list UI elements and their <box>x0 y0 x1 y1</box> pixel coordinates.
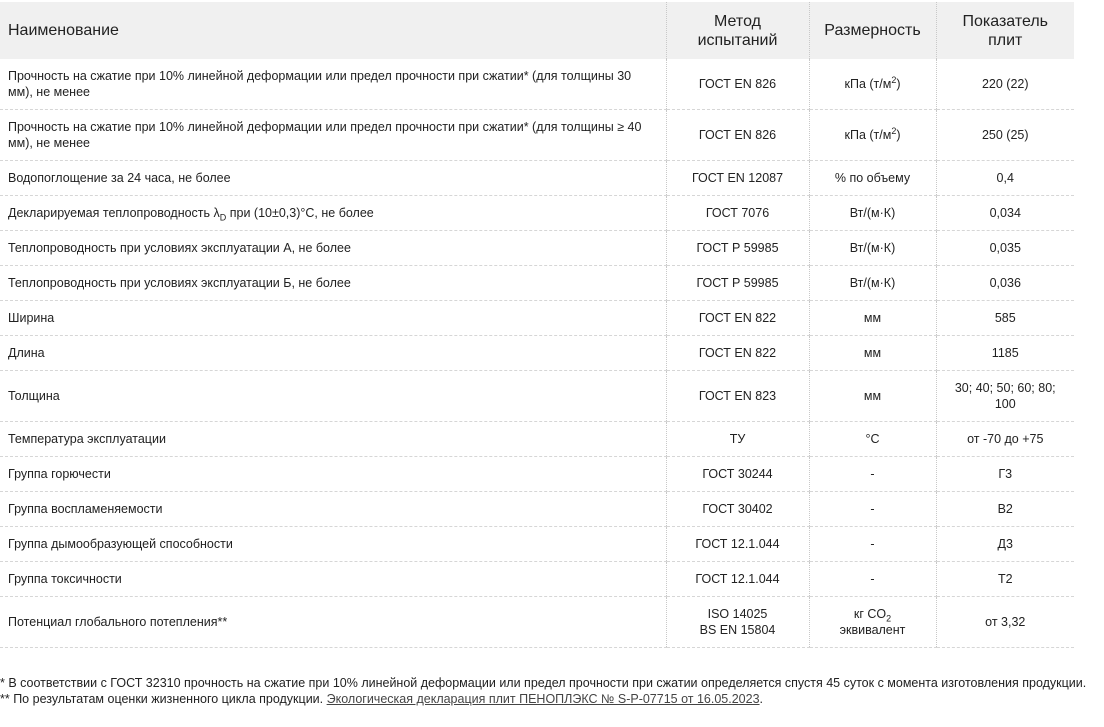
table-row <box>0 492 1074 527</box>
cell-name: Толщина <box>0 371 666 422</box>
method-line-2: BS EN 15804 <box>699 623 776 637</box>
unit-line-2: эквивалент <box>839 623 906 637</box>
unit-text: кПа (т/м <box>844 128 892 142</box>
cell-value: Т2 <box>936 562 1074 597</box>
table-row <box>0 562 1074 597</box>
table-row <box>0 161 1074 196</box>
cell-method: ГОСТ EN 12087 <box>666 161 809 196</box>
cell-unit: мм <box>809 336 936 371</box>
unit-text: кг CO <box>853 607 887 621</box>
cell-unit <box>809 110 936 161</box>
table-header-row <box>0 2 1074 59</box>
table-row <box>0 110 1074 161</box>
cell-method: ГОСТ EN 822 <box>666 301 809 336</box>
table-row <box>0 59 1074 110</box>
cell-method: ГОСТ 12.1.044 <box>666 527 809 562</box>
name-subscript: D <box>219 212 227 223</box>
unit-superscript: 2 <box>891 125 897 136</box>
footnote-1: * В соответствии с ГОСТ 32310 прочность на сжатие при 10% линейной деформации или предел прочности при сжатии определяется спустя 45 суток с момента изготовления продукции. <box>0 676 1087 690</box>
cell-method: ТУ <box>666 422 809 457</box>
unit-line-1 <box>818 606 928 622</box>
cell-value: 30; 40; 50; 60; 80; 100 <box>936 371 1074 422</box>
cell-name: Потенциал глобального потепления** <box>0 597 666 648</box>
cell-value: 0,036 <box>936 266 1074 301</box>
cell-method: ГОСТ EN 826 <box>666 59 809 110</box>
table-row <box>0 527 1074 562</box>
table-row <box>0 266 1074 301</box>
cell-name: Теплопроводность при условиях эксплуатации Б, не более <box>0 266 666 301</box>
cell-value: Г3 <box>936 457 1074 492</box>
method-line-1: ISO 14025 <box>707 607 768 621</box>
header-name: Наименование <box>0 2 666 59</box>
cell-name: Прочность на сжатие при 10% линейной деформации или предел прочности при сжатии* (для толщины 30 мм), не менее <box>0 59 666 110</box>
cell-unit: мм <box>809 301 936 336</box>
cell-unit: - <box>809 562 936 597</box>
footnote-2-end: . <box>759 692 764 706</box>
cell-unit: % по объему <box>809 161 936 196</box>
table-row <box>0 371 1074 422</box>
cell-value: 250 (25) <box>936 110 1074 161</box>
cell-unit: - <box>809 492 936 527</box>
eco-declaration-link[interactable]: Экологическая декларация плит ПЕНОПЛЭКС № S-P-07715 от 16.05.2023 <box>326 692 760 706</box>
cell-name: Теплопроводность при условиях эксплуатации А, не более <box>0 231 666 266</box>
cell-unit: Вт/(м·К) <box>809 266 936 301</box>
footnote-2-text: ** По результатам оценки жизненного цикла продукции. <box>0 692 327 706</box>
footnote-2 <box>0 691 1104 707</box>
cell-unit: - <box>809 527 936 562</box>
cell-value: Д3 <box>936 527 1074 562</box>
unit-text-end: ) <box>896 77 901 91</box>
table-row <box>0 597 1074 648</box>
unit-text: кПа (т/м <box>844 77 892 91</box>
cell-unit <box>809 597 936 648</box>
table-row <box>0 231 1074 266</box>
cell-value: 220 (22) <box>936 59 1074 110</box>
cell-value: 585 <box>936 301 1074 336</box>
table-row <box>0 196 1074 231</box>
header-method: Метод испытаний <box>666 2 809 59</box>
cell-value: 0,4 <box>936 161 1074 196</box>
cell-name: Температура эксплуатации <box>0 422 666 457</box>
cell-value: 1185 <box>936 336 1074 371</box>
cell-name: Группа горючести <box>0 457 666 492</box>
cell-method: ГОСТ 30244 <box>666 457 809 492</box>
table-row <box>0 457 1074 492</box>
table-row <box>0 336 1074 371</box>
cell-value: 0,034 <box>936 196 1074 231</box>
cell-unit: мм <box>809 371 936 422</box>
cell-method <box>666 597 809 648</box>
cell-value: от 3,32 <box>936 597 1074 648</box>
cell-name: Группа токсичности <box>0 562 666 597</box>
cell-method: ГОСТ Р 59985 <box>666 266 809 301</box>
properties-table <box>0 2 1074 648</box>
footnotes <box>0 675 1104 707</box>
cell-unit: - <box>809 457 936 492</box>
header-value: Показатель плит <box>936 2 1074 59</box>
name-text-end: при (10±0,3)°С, не более <box>226 206 374 220</box>
cell-method: ГОСТ EN 823 <box>666 371 809 422</box>
table-row <box>0 422 1074 457</box>
cell-unit: Вт/(м·К) <box>809 196 936 231</box>
cell-value: от -70 до +75 <box>936 422 1074 457</box>
cell-unit: °С <box>809 422 936 457</box>
cell-value: В2 <box>936 492 1074 527</box>
header-unit: Размерность <box>809 2 936 59</box>
cell-unit: Вт/(м·К) <box>809 231 936 266</box>
cell-name: Длина <box>0 336 666 371</box>
cell-name <box>0 196 666 231</box>
cell-method: ГОСТ EN 826 <box>666 110 809 161</box>
cell-name: Ширина <box>0 301 666 336</box>
unit-text-end: ) <box>896 128 901 142</box>
cell-method: ГОСТ Р 59985 <box>666 231 809 266</box>
cell-name: Группа воспламеняемости <box>0 492 666 527</box>
cell-unit <box>809 59 936 110</box>
cell-name: Водопоглощение за 24 часа, не более <box>0 161 666 196</box>
cell-value: 0,035 <box>936 231 1074 266</box>
cell-name: Прочность на сжатие при 10% линейной деформации или предел прочности при сжатии* (для толщины ≥ 40 мм), не менее <box>0 110 666 161</box>
cell-method: ГОСТ 12.1.044 <box>666 562 809 597</box>
unit-subscript: 2 <box>886 613 892 624</box>
cell-name: Группа дымообразующей способности <box>0 527 666 562</box>
table-row <box>0 301 1074 336</box>
unit-superscript: 2 <box>891 74 897 85</box>
name-text: Декларируемая теплопроводность λ <box>8 206 220 220</box>
cell-method: ГОСТ EN 822 <box>666 336 809 371</box>
cell-method: ГОСТ 30402 <box>666 492 809 527</box>
cell-method: ГОСТ 7076 <box>666 196 809 231</box>
